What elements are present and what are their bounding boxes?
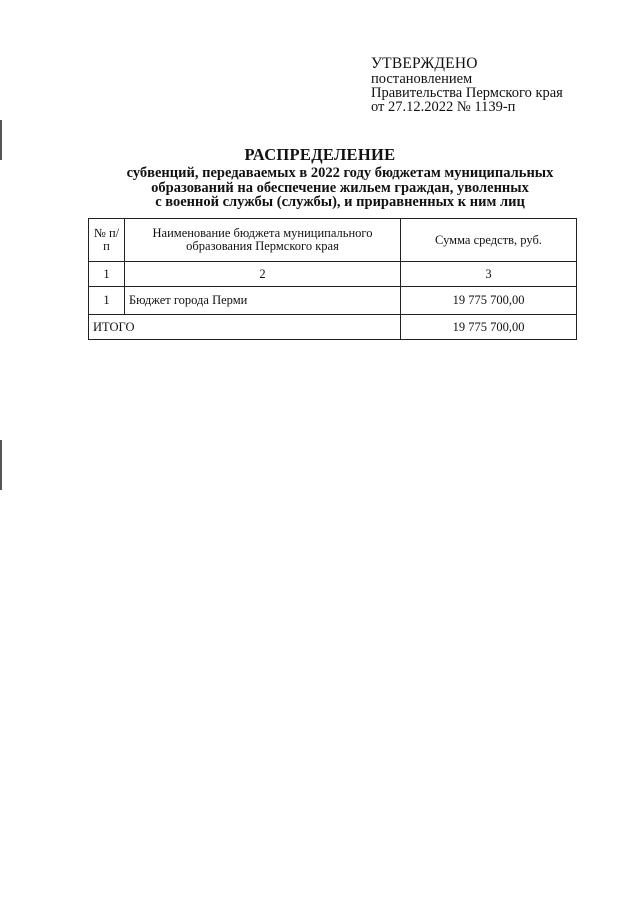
index-cell: 2	[125, 262, 401, 287]
approval-line: от 27.12.2022 № 1139-п	[371, 99, 516, 115]
row-sum: 19 775 700,00	[401, 287, 577, 315]
document-title: РАСПРЕДЕЛЕНИЕ	[244, 145, 396, 164]
index-cell: 1	[89, 262, 125, 287]
distribution-table	[88, 218, 577, 340]
approval-line: постановлением	[371, 71, 473, 87]
total-label: ИТОГО	[89, 315, 401, 340]
subtitle-line: с военной службы (службы), и приравненных к ним лиц	[155, 194, 525, 210]
table-total-row	[89, 315, 577, 340]
header-sum: Сумма средств, руб.	[401, 219, 577, 262]
row-name: Бюджет города Перми	[125, 287, 401, 315]
total-sum: 19 775 700,00	[401, 315, 577, 340]
document-subtitle	[100, 166, 580, 210]
approval-stamp	[371, 56, 611, 114]
table-header-row	[89, 219, 577, 262]
table-row	[89, 287, 577, 315]
header-name: Наименование бюджета муниципального образования Пермского края	[125, 219, 401, 262]
scan-edge-mark	[0, 440, 2, 490]
header-number: № п/п	[89, 219, 125, 262]
approval-heading: УТВЕРЖДЕНО	[371, 55, 478, 72]
table-index-row	[89, 262, 577, 287]
row-number: 1	[89, 287, 125, 315]
subtitle-line: субвенций, передаваемых в 2022 году бюджетам муниципальных	[126, 165, 554, 181]
index-cell: 3	[401, 262, 577, 287]
subtitle-line: образований на обеспечение жильем граждан, уволенных	[151, 179, 529, 196]
approval-line: Правительства Пермского края	[371, 85, 563, 101]
